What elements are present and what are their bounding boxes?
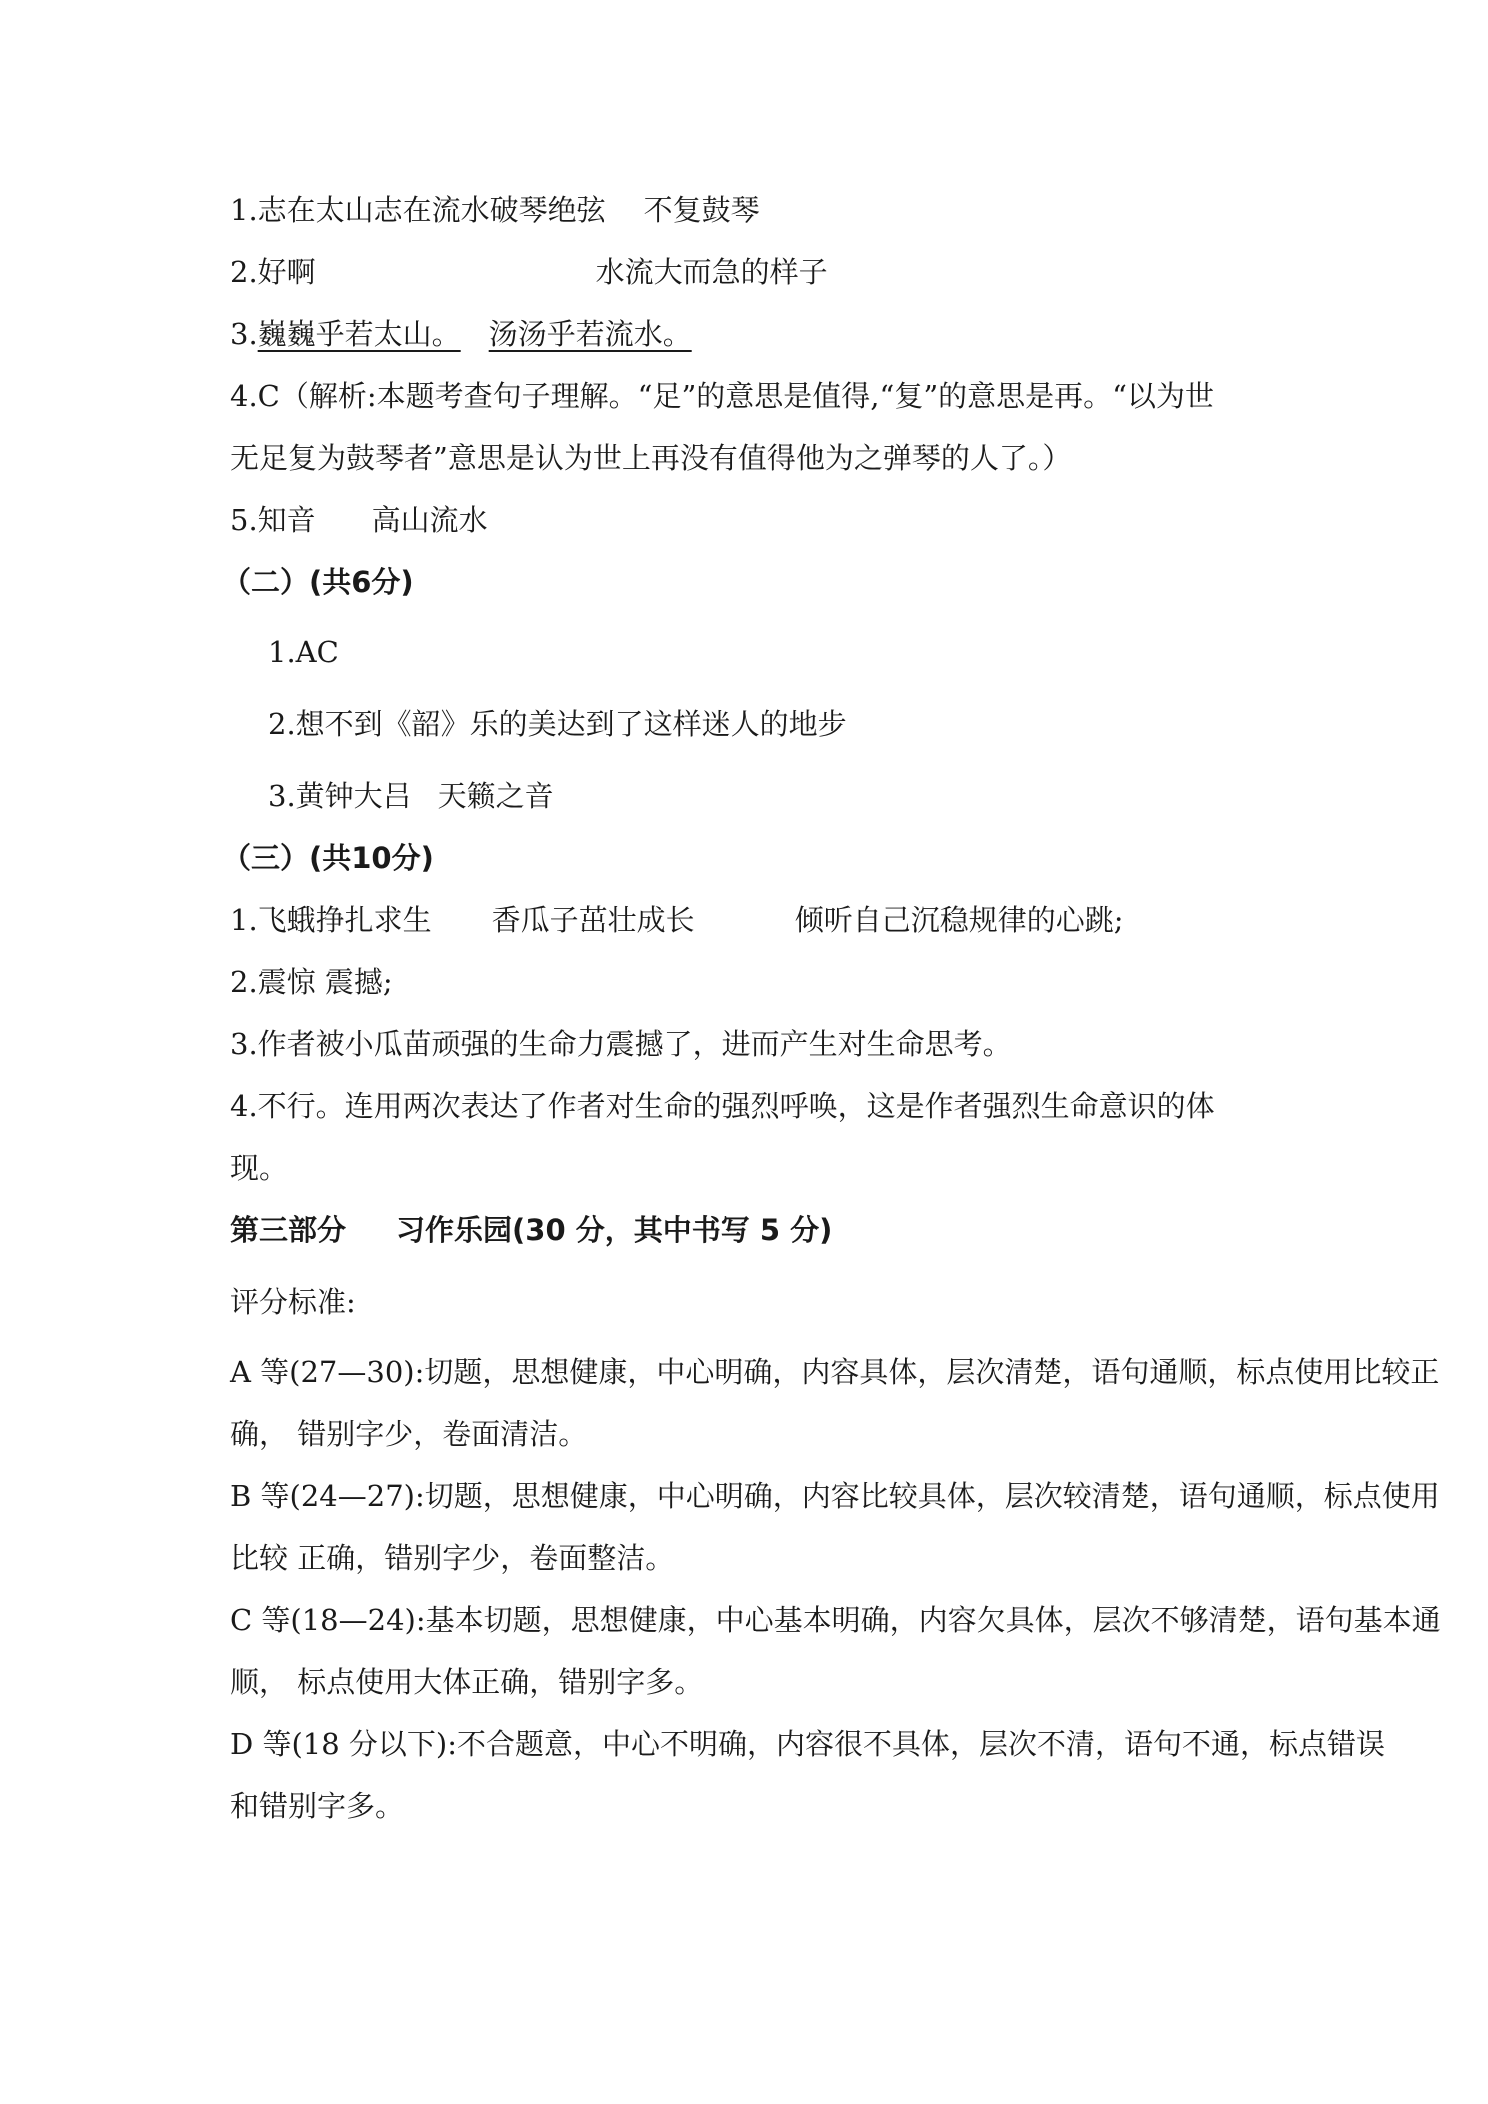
section-2-answer-3-extra: 天籁之音 [437,779,554,813]
answer-3 [230,314,692,354]
answer-3-phrase-b: 汤汤乎若流水。 [488,317,692,351]
answer-2-text: 2.好啊 [230,255,316,289]
answer-3-underlined [258,317,692,351]
answer-4-line-2: 无足复为鼓琴者”意思是认为世上再没有值得他为之弹琴的人了。） [230,441,1072,475]
section-3-answer-1-extra-2: 倾听自己沉稳规律的心跳; [794,903,1124,937]
section-2-answer-3-text: 3.黄钟大吕 [268,779,412,813]
answer-5 [230,500,488,540]
grade-d-line-2: 和错别字多。 [230,1789,405,1823]
criteria-label: 评分标准: [230,1285,356,1319]
grade-b-line-2: 比较 正确，错别字少，卷面整洁。 [230,1541,675,1575]
part-3-heading [230,1210,832,1250]
section-3-answer-4-line-2: 现。 [230,1151,289,1185]
answer-2 [230,252,828,292]
part-3-heading-a: 第三部分 [230,1213,347,1247]
section-2-answer-2: 2.想不到《韶》乐的美达到了这样迷人的地步 [268,707,847,741]
section-3-answer-1-text: 1.飞蛾挣扎求生 [230,903,432,937]
section-3-answer-2: 2.震惊 震撼; [230,965,393,999]
grade-c-line-1: C 等(18—24):基本切题，思想健康，中心基本明确，内容欠具体，层次不够清楚，语句基本通 [230,1603,1441,1637]
grade-a-line-1: A 等(27—30):切题，思想健康，中心明确，内容具体，层次清楚，语句通顺，标点使用比较正 [230,1355,1440,1389]
answer-3-prefix: 3. [230,317,258,351]
answer-1-text: 1.志在太山志在流水破琴绝弦 [230,193,606,227]
section-2-answer-3 [268,776,554,816]
section-3-answer-1 [230,900,1123,940]
answer-3-phrase-a: 巍巍乎若太山。 [257,317,461,351]
section-2-answer-1: 1.AC [268,635,339,669]
grade-b-line-1: B 等(24—27):切题，思想健康，中心明确，内容比较具体，层次较清楚，语句通顺，标点使用 [230,1479,1440,1513]
grade-a-line-2: 确， 错别字少，卷面清洁。 [230,1417,588,1451]
answer-5-text: 5.知音 [230,503,316,537]
answer-5-extra: 高山流水 [371,503,488,537]
grade-c-line-2: 顺， 标点使用大体正确，错别字多。 [230,1665,704,1699]
grade-d-line-1: D 等(18 分以下):不合题意，中心不明确，内容很不具体，层次不清，语句不通，标点错误 [230,1727,1385,1761]
section-3-heading: （三）(共10分) [222,841,434,875]
section-3-answer-1-extra: 香瓜子茁壮成长 [491,903,695,937]
answer-1-extra: 不复鼓琴 [643,193,760,227]
section-3-answer-4-line-1: 4.不行。连用两次表达了作者对生命的强烈呼唤，这是作者强烈生命意识的体 [230,1089,1215,1123]
section-2-heading: （二）(共6分) [222,565,414,599]
answer-1 [230,190,760,230]
answer-2-extra: 水流大而急的样子 [595,255,828,289]
answer-4-line-1: 4.C（解析:本题考查句子理解。“足”的意思是值得,“复”的意思是再。“以为世 [230,379,1214,413]
section-3-answer-3: 3.作者被小瓜苗顽强的生命力震撼了，进而产生对生命思考。 [230,1027,1012,1061]
part-3-heading-b: 习作乐园(30 分，其中书写 5 分) [396,1213,833,1247]
